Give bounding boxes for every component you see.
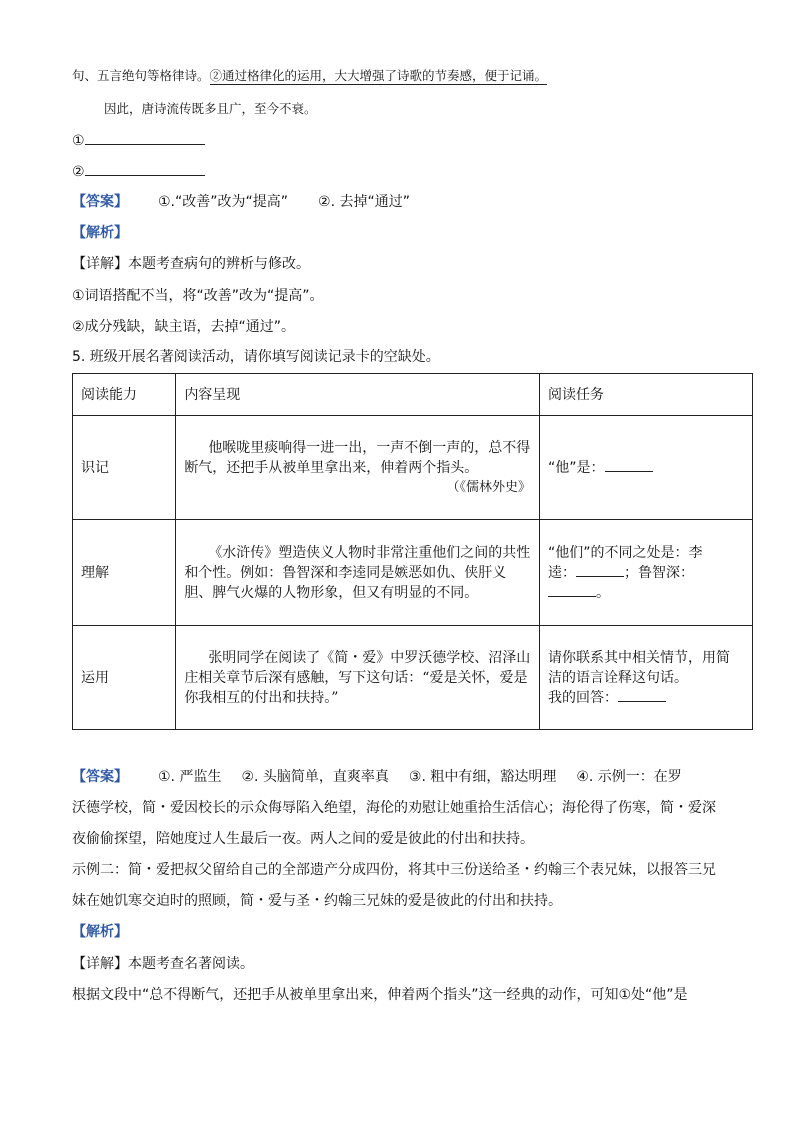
answer-tag: 【答案】 bbox=[72, 194, 128, 210]
reading-record-card bbox=[72, 373, 753, 730]
q5-question: 5. 班级开展名著阅读活动，请你填写阅读记录卡的空缺处。 bbox=[72, 349, 440, 365]
q5-answer-cont-3: 示例二：简・爱把叔父留给自己的全部遗产分成四份，将其中三份送给圣・约翰三个表兄妹，以报答三兄 bbox=[72, 862, 716, 878]
row-content: 张明同学在阅读了《简・爱》中罗沃德学校、沼泽山庄相关章节后深有感触，写下这句话：“爱是关怀，爱是你我相互的付出和扶持。” bbox=[176, 626, 540, 730]
row-ability: 理解 bbox=[73, 520, 176, 626]
table-row bbox=[73, 626, 753, 730]
q5-answer-4: ④. 示例一：在罗 bbox=[576, 769, 682, 785]
row-task: 请你联系其中相关情节，用简 洁的语言诠释这句话。 我的回答： bbox=[540, 626, 753, 730]
table-header-row bbox=[73, 374, 753, 416]
source-citation: （《儒林外史》 bbox=[446, 479, 532, 495]
q5-answer-cont-4: 妹在她饥寒交迫时的照顾，简・爱与圣・约翰三兄妹的爱是彼此的付出和扶持。 bbox=[72, 893, 562, 909]
header-ability: 阅读能力 bbox=[73, 374, 176, 416]
row-content: 他喉咙里痰响得一进一出，一声不倒一声的，总不得断气，还把手从被单里拿出来，伸着两个指头。 （《儒林外史》 bbox=[176, 416, 540, 520]
answer-blank-1[interactable] bbox=[85, 130, 205, 145]
q5-analysis-tag: 【解析】 bbox=[72, 924, 128, 940]
q4-explain-1: ①词语搭配不当，将“改善”改为“提高”。 bbox=[72, 288, 324, 304]
header-content: 内容呈现 bbox=[176, 374, 540, 416]
table-row bbox=[73, 520, 753, 626]
blank-line-2: ② bbox=[72, 161, 205, 182]
detail-tag: 【详解】 bbox=[72, 256, 128, 272]
answer-tag: 【答案】 bbox=[72, 769, 128, 785]
q4-answer-line bbox=[72, 192, 410, 212]
poem-line-1-underlined: ②通过格律化的运用，大大增强了诗歌的节奏感，便于记诵。 bbox=[209, 68, 548, 83]
q4-detail-line: 【详解】本题考查病句的辨析与修改。 bbox=[72, 256, 310, 272]
header-task: 阅读任务 bbox=[540, 374, 753, 416]
task-blank[interactable] bbox=[618, 688, 666, 702]
task-blank[interactable] bbox=[576, 563, 624, 577]
row-content: 《水浒传》塑造侠义人物时非常注重他们之间的共性和个性。例如：鲁智深和李逵同是嫉恶如仇、侠肝义胆、脾气火爆的人物形象，但又有明显的不同。 bbox=[176, 520, 540, 626]
q5-answer-cont-1: 沃德学校，简・爱因校长的示众侮辱陷入绝望，海伦的劝慰让她重拾生活信心；海伦得了伤寒，简・爱深 bbox=[72, 800, 716, 816]
task-blank[interactable] bbox=[605, 458, 653, 472]
blank-line-1: ① bbox=[72, 130, 205, 151]
q5-answer-3: ③. 粗中有细，豁达明理 bbox=[408, 769, 557, 785]
poem-line-1 bbox=[72, 66, 547, 86]
row-ability: 识记 bbox=[73, 416, 176, 520]
q5-answer-cont-2: 夜偷偷探望，陪她度过人生最后一夜。两人之间的爱是彼此的付出和扶持。 bbox=[72, 831, 534, 847]
q5-last-line: 根据文段中“总不得断气，还把手从被单里拿出来，伸着两个指头”这一经典的动作，可知①处“他”是 bbox=[72, 987, 688, 1003]
table-row bbox=[73, 416, 753, 520]
answer-blank-2[interactable] bbox=[85, 161, 205, 176]
q4-answer-1: ①.“改善”改为“提高” bbox=[158, 194, 289, 210]
q4-explain-2: ②成分残缺，缺主语，去掉“通过”。 bbox=[72, 319, 296, 335]
q5-answer-line bbox=[72, 767, 682, 787]
row-ability: 运用 bbox=[73, 626, 176, 730]
q5-answer-2: ②. 头脑简单，直爽率真 bbox=[241, 769, 389, 785]
q4-answer-2: ②. 去掉“通过” bbox=[318, 194, 410, 210]
row-task: “他”是： bbox=[540, 416, 753, 520]
task-blank[interactable] bbox=[548, 583, 596, 597]
q5-detail-line: 【详解】本题考查名著阅读。 bbox=[72, 956, 254, 972]
poem-line-1-plain: 句、五言绝句等格律诗。 bbox=[72, 68, 210, 83]
q4-analysis-tag: 【解析】 bbox=[72, 225, 128, 241]
q5-answer-1: ①. 严监生 bbox=[158, 769, 222, 785]
row-task: “他们”的不同之处是：李 逵： ；鲁智深： 。 bbox=[540, 520, 753, 626]
poem-line-2: 因此，唐诗流传既多且广，至今不衰。 bbox=[104, 101, 317, 116]
detail-tag: 【详解】 bbox=[72, 956, 128, 972]
